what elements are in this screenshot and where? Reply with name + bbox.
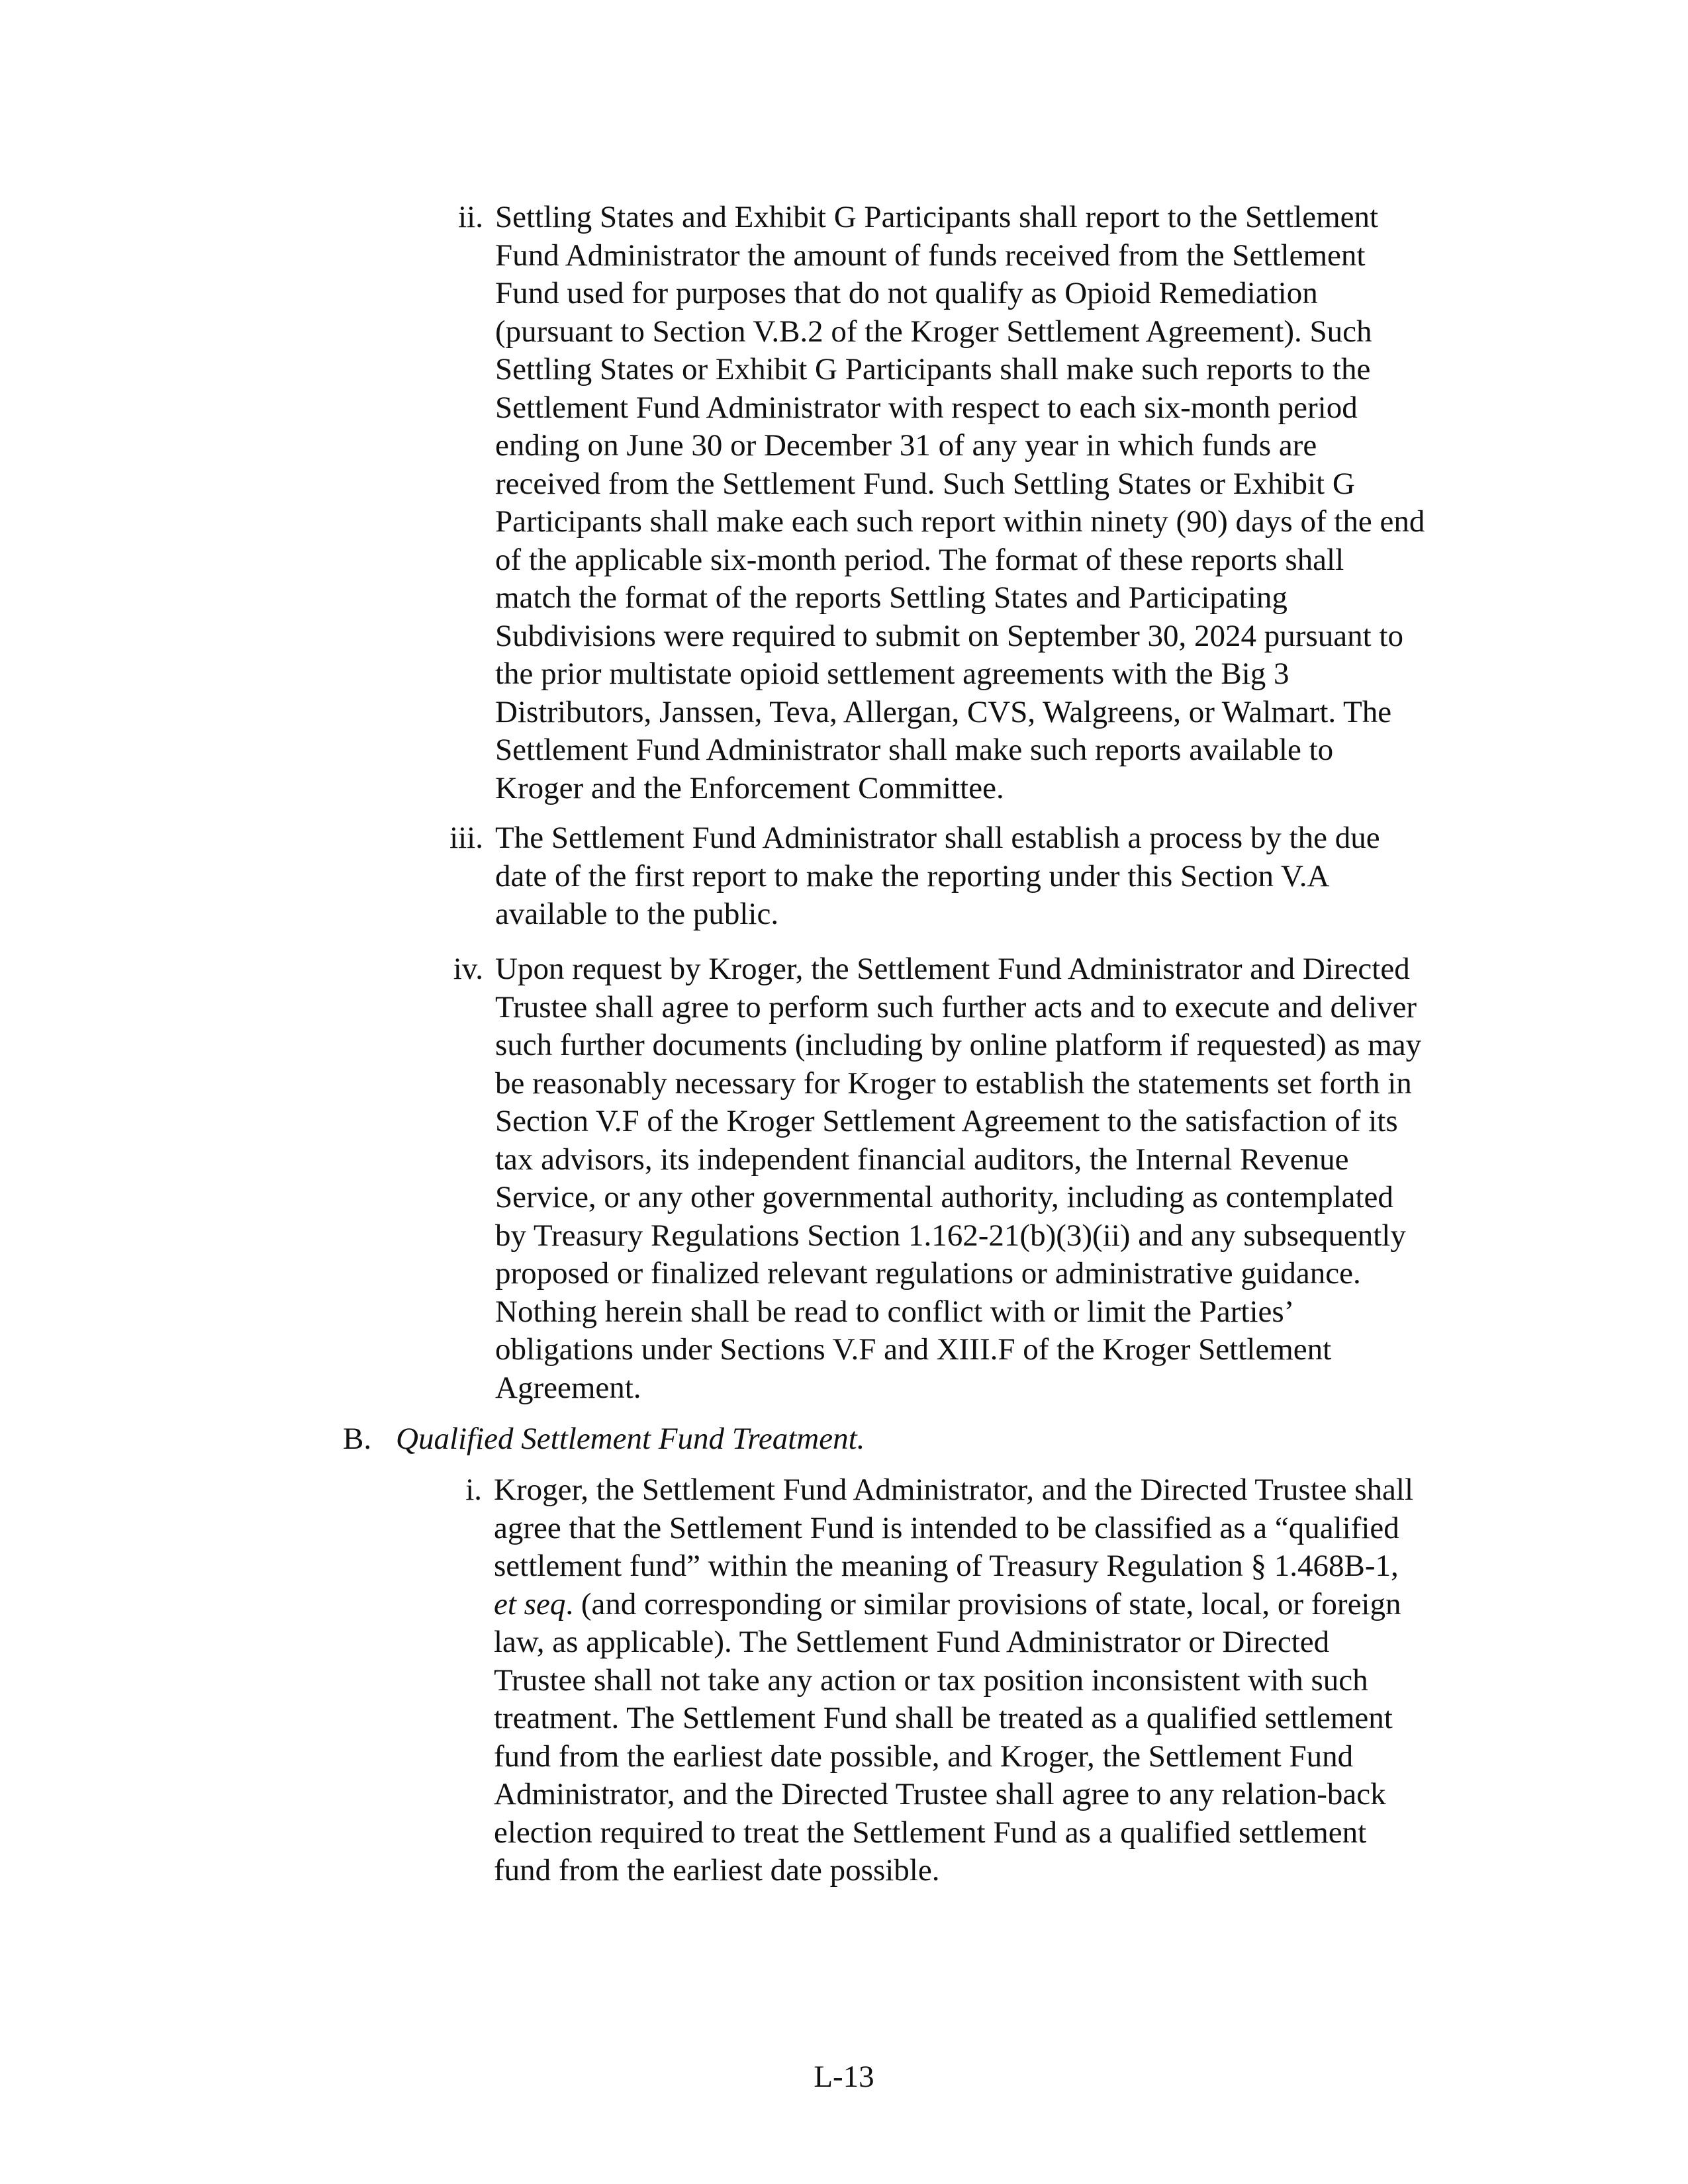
paragraph [495,950,1501,1407]
list-marker: iv. [453,952,483,986]
text-lines-rest [494,1623,1501,1890]
text-line: be reasonably necessary for Kroger to establish the statements set forth in [495,1066,1412,1101]
list-marker: ii. [458,200,483,234]
paragraph [495,819,1501,934]
text-line: Settlement Fund Administrator with respect to each six-month period [495,390,1358,425]
text-line: match the format of the reports Settling States and Participating [495,580,1288,615]
text-run: . (and corresponding or similar provisions of state, local, or foreign [565,1586,1401,1621]
text-line: tax advisors, its independent financial auditors, the Internal Revenue [495,1142,1349,1177]
text-line: the prior multistate opioid settlement agreements with the Big 3 [495,657,1289,691]
text-line: (pursuant to Section V.B.2 of the Kroger Settlement Agreement). Such [495,314,1372,349]
text-line: Nothing herein shall be read to conflict with or limit the Parties’ [495,1294,1295,1329]
text-line: Trustee shall not take any action or tax position inconsistent with such [494,1662,1368,1698]
text-line: by Treasury Regulations Section 1.162-21(b)(3)(ii) and any subsequently [495,1218,1406,1253]
text-line: agree that the Settlement Fund is intended to be classified as a “qualified [494,1510,1399,1545]
text-line: law, as applicable). The Settlement Fund Administrator or Directed [494,1625,1330,1659]
text-line: The Settlement Fund Administrator shall establish a process by the due [495,821,1380,855]
section-letter: B. [343,1422,372,1456]
text-line: Trustee shall agree to perform such further acts and to execute and deliver [495,989,1417,1024]
text-line: Service, or any other governmental authority, including as contemplated [495,1180,1393,1214]
text-line: Fund used for purposes that do not qualify as Opioid Remediation [495,276,1318,310]
page-number: L-13 [814,2060,874,2094]
text-line: Settling States or Exhibit G Participants shall make such reports to the [495,352,1371,387]
text-line: fund from the earliest date possible, and Kroger, the Settlement Fund [494,1739,1354,1774]
text-line: of the applicable six-month period. The format of these reports shall [495,542,1344,577]
text-line: Kroger and the Enforcement Committee. [495,770,1004,805]
text-line: treatment. The Settlement Fund shall be treated as a qualified settlement [494,1701,1393,1735]
text-line: Section V.F of the Kroger Settlement Agreement to the satisfaction of its [495,1104,1398,1138]
text-line: received from the Settlement Fund. Such Settling States or Exhibit G [495,466,1355,501]
list-marker: i. [465,1473,482,1507]
text-line: ending on June 30 or December 31 of any year in which funds are [495,428,1317,463]
list-marker: iii. [449,821,483,855]
text-line: election required to treat the Settlement Fund as a qualified settlement [494,1815,1367,1850]
italic-term: et seq [494,1586,566,1621]
text-line: obligations under Sections V.F and XIII.F of the Kroger Settlement [495,1332,1332,1367]
text-line: Kroger, the Settlement Fund Administrator, and the Directed Trustee shall [494,1473,1414,1507]
text-line: settlement fund” within the meaning of Treasury Regulation § 1.468B-1, [494,1549,1399,1583]
text-line: proposed or finalized relevant regulations or administrative guidance. [495,1256,1361,1291]
text-line: date of the first report to make the reporting under this Section V.A [495,858,1330,893]
text-line: Participants shall make each such report within ninety (90) days of the end [495,504,1425,539]
text-line: such further documents (including by online platform if requested) as may [495,1028,1422,1062]
paragraph [495,199,1501,807]
text-line: Administrator, and the Directed Trustee shall agree to any relation-back [494,1777,1386,1811]
text-line: Fund Administrator the amount of funds received from the Settlement [495,238,1366,273]
section-heading: Qualified Settlement Fund Treatment. [396,1422,865,1456]
text-line: Settling States and Exhibit G Participants shall report to the Settlement [495,200,1379,234]
text-line: Settlement Fund Administrator shall make such reports available to [495,733,1334,767]
text-line: Subdivisions were required to submit on September 30, 2024 pursuant to [495,618,1403,653]
text-line: Upon request by Kroger, the Settlement Fund Administrator and Directed [495,952,1410,986]
text-line [494,1586,1501,1624]
text-line: fund from the earliest date possible. [494,1853,940,1888]
text-line: available to the public. [495,897,779,931]
text-line: Agreement. [495,1370,641,1405]
paragraph [494,1471,1501,1890]
text-line: Distributors, Janssen, Teva, Allergan, CVS, Walgreens, or Walmart. The [495,694,1392,729]
